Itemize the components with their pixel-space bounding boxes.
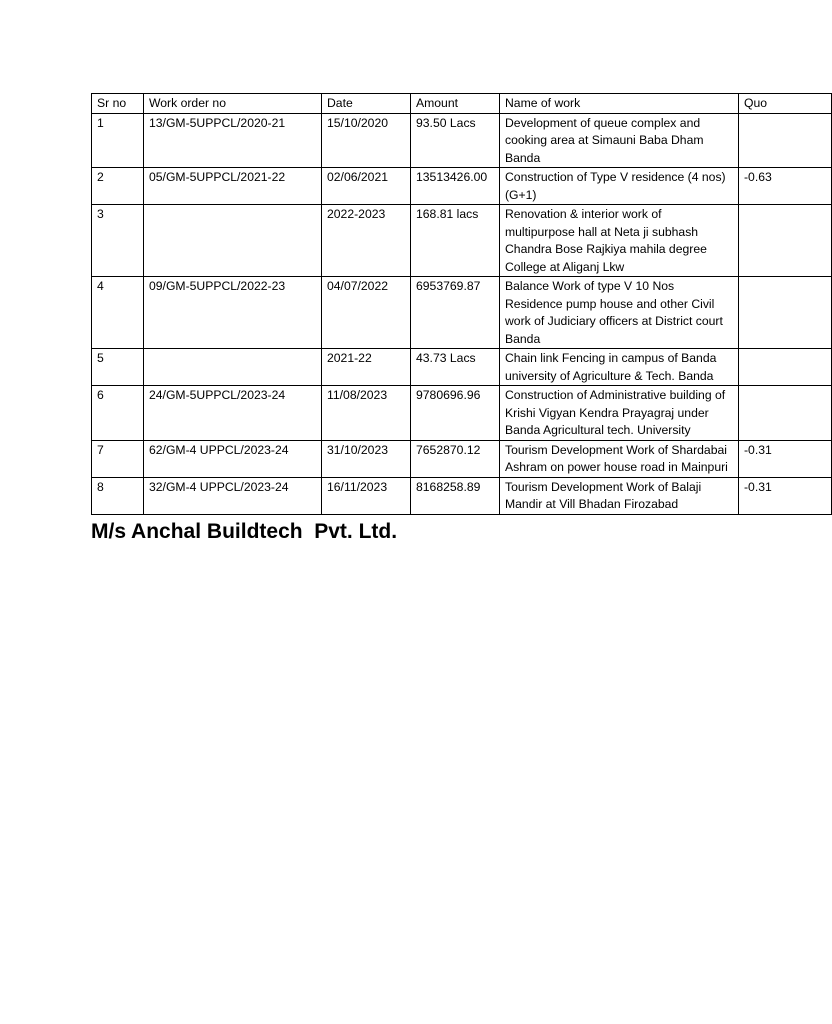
cell-quoted xyxy=(739,113,832,168)
cell-work-order-no: 62/GM-4 UPPCL/2023-24 xyxy=(144,440,322,477)
cell-amount: 8168258.89 xyxy=(411,477,500,514)
cell-name-of-work: Tourism Development Work of Balaji Mandir at Vill Bhadan Firozabad xyxy=(500,477,739,514)
cell-quoted xyxy=(739,205,832,277)
cell-date: 11/08/2023 xyxy=(322,386,411,441)
cell-quoted: -0.63 xyxy=(739,168,832,205)
cell-name-of-work: Tourism Development Work of Shardabai Ashram on power house road in Mainpuri xyxy=(500,440,739,477)
cell-date: 2022-2023 xyxy=(322,205,411,277)
cell-sr-no: 6 xyxy=(92,386,144,441)
cell-amount: 43.73 Lacs xyxy=(411,349,500,386)
cell-sr-no: 2 xyxy=(92,168,144,205)
header-date: Date xyxy=(322,94,411,114)
cell-quoted xyxy=(739,277,832,349)
cell-amount: 9780696.96 xyxy=(411,386,500,441)
cell-sr-no: 5 xyxy=(92,349,144,386)
table-row xyxy=(92,477,832,514)
cell-sr-no: 8 xyxy=(92,477,144,514)
cell-quoted xyxy=(739,349,832,386)
cell-name-of-work: Renovation & interior work of multipurpose hall at Neta ji subhash Chandra Bose Rajkiya mahila degree College at Aliganj Lkw xyxy=(500,205,739,277)
cell-date: 2021-22 xyxy=(322,349,411,386)
table-row xyxy=(92,168,832,205)
header-quoted: Quo xyxy=(739,94,832,114)
table-row xyxy=(92,113,832,168)
cell-work-order-no xyxy=(144,205,322,277)
table-row xyxy=(92,349,832,386)
cell-amount: 13513426.00 xyxy=(411,168,500,205)
cell-work-order-no xyxy=(144,349,322,386)
cell-date: 16/11/2023 xyxy=(322,477,411,514)
table-row xyxy=(92,386,832,441)
cell-sr-no: 3 xyxy=(92,205,144,277)
cell-work-order-no: 05/GM-5UPPCL/2021-22 xyxy=(144,168,322,205)
table-row xyxy=(92,277,832,349)
cell-quoted xyxy=(739,386,832,441)
header-work-order-no: Work order no xyxy=(144,94,322,114)
cell-name-of-work: Construction of Type V residence (4 nos) (G+1) xyxy=(500,168,739,205)
table-row xyxy=(92,205,832,277)
cell-amount: 168.81 lacs xyxy=(411,205,500,277)
cell-sr-no: 7 xyxy=(92,440,144,477)
table-row xyxy=(92,440,832,477)
work-orders-table xyxy=(91,93,832,515)
cell-work-order-no: 24/GM-5UPPCL/2023-24 xyxy=(144,386,322,441)
cell-date: 02/06/2021 xyxy=(322,168,411,205)
cell-date: 04/07/2022 xyxy=(322,277,411,349)
cell-work-order-no: 13/GM-5UPPCL/2020-21 xyxy=(144,113,322,168)
table-header-row xyxy=(92,94,832,114)
cell-amount: 6953769.87 xyxy=(411,277,500,349)
cell-sr-no: 1 xyxy=(92,113,144,168)
cell-work-order-no: 32/GM-4 UPPCL/2023-24 xyxy=(144,477,322,514)
cell-amount: 7652870.12 xyxy=(411,440,500,477)
header-name-of-work: Name of work xyxy=(500,94,739,114)
header-amount: Amount xyxy=(411,94,500,114)
work-orders-table-wrapper xyxy=(91,93,772,515)
cell-name-of-work: Chain link Fencing in campus of Banda university of Agriculture & Tech. Banda xyxy=(500,349,739,386)
cell-quoted: -0.31 xyxy=(739,477,832,514)
cell-date: 15/10/2020 xyxy=(322,113,411,168)
cell-name-of-work: Balance Work of type V 10 Nos Residence pump house and other Civil work of Judiciary officers at District court Banda xyxy=(500,277,739,349)
cell-date: 31/10/2023 xyxy=(322,440,411,477)
cell-name-of-work: Construction of Administrative building of Krishi Vigyan Kendra Prayagraj under Banda Agricultural tech. University xyxy=(500,386,739,441)
cell-work-order-no: 09/GM-5UPPCL/2022-23 xyxy=(144,277,322,349)
company-name: M/s Anchal Buildtech Pvt. Ltd. xyxy=(91,520,398,543)
cell-quoted: -0.31 xyxy=(739,440,832,477)
cell-amount: 93.50 Lacs xyxy=(411,113,500,168)
header-sr-no: Sr no xyxy=(92,94,144,114)
cell-sr-no: 4 xyxy=(92,277,144,349)
cell-name-of-work: Development of queue complex and cooking area at Simauni Baba Dham Banda xyxy=(500,113,739,168)
